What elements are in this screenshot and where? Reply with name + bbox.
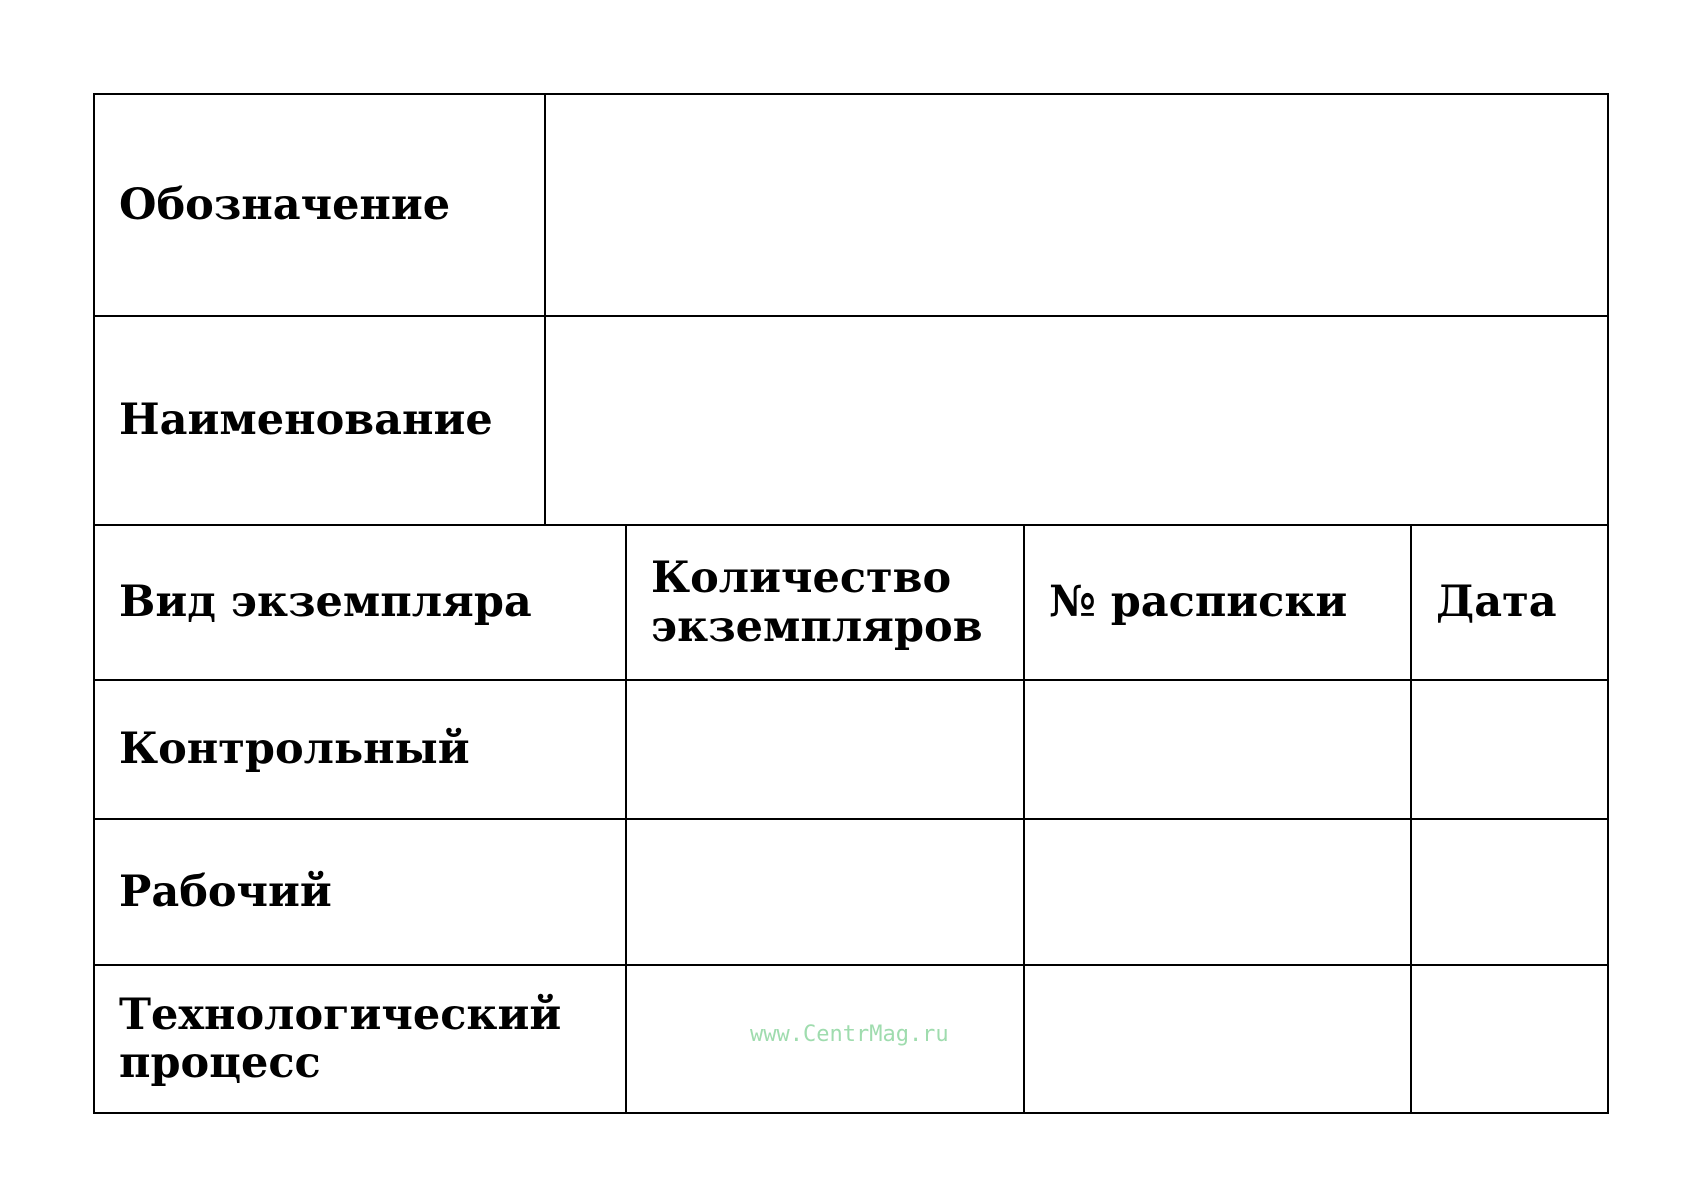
row-label-control-text: Контрольный	[119, 724, 470, 775]
row-label-tech-process	[95, 966, 625, 1112]
document-form-table	[93, 93, 1609, 1114]
table-cell-receipt[interactable]	[1025, 820, 1410, 964]
header-date	[1412, 526, 1607, 679]
row-label-tech-process-line1: Технологический	[119, 989, 562, 1040]
table-cell-date[interactable]	[1412, 966, 1607, 1112]
header-copy-count-line1: Количество	[651, 553, 952, 604]
table-cell-date[interactable]	[1412, 820, 1607, 964]
designation-value-field[interactable]	[546, 95, 1607, 315]
table-cell-count[interactable]	[627, 820, 1023, 964]
designation-label	[95, 95, 544, 315]
header-receipt-number-text: № расписки	[1049, 577, 1348, 628]
row-label-working-text: Рабочий	[119, 866, 332, 917]
header-copy-count-line2: экземпляров	[651, 601, 983, 652]
header-date-text: Дата	[1436, 577, 1557, 628]
designation-label-text: Обозначение	[119, 179, 451, 230]
table-cell-receipt[interactable]	[1025, 966, 1410, 1112]
row-label-tech-process-line2: процесс	[119, 1038, 321, 1088]
name-label	[95, 317, 544, 524]
row-label-working	[95, 820, 625, 964]
header-receipt-number	[1025, 526, 1410, 679]
header-copy-type	[95, 526, 625, 679]
header-copy-type-text: Вид экземпляра	[119, 577, 532, 628]
header-copy-count	[627, 526, 1023, 679]
table-cell-count[interactable]	[627, 681, 1023, 818]
watermark: www.CentrMag.ru	[750, 1022, 949, 1047]
row-label-control	[95, 681, 625, 818]
table-cell-receipt[interactable]	[1025, 681, 1410, 818]
table-cell-date[interactable]	[1412, 681, 1607, 818]
name-value-field[interactable]	[546, 317, 1607, 524]
name-label-text: Наименование	[119, 395, 493, 446]
